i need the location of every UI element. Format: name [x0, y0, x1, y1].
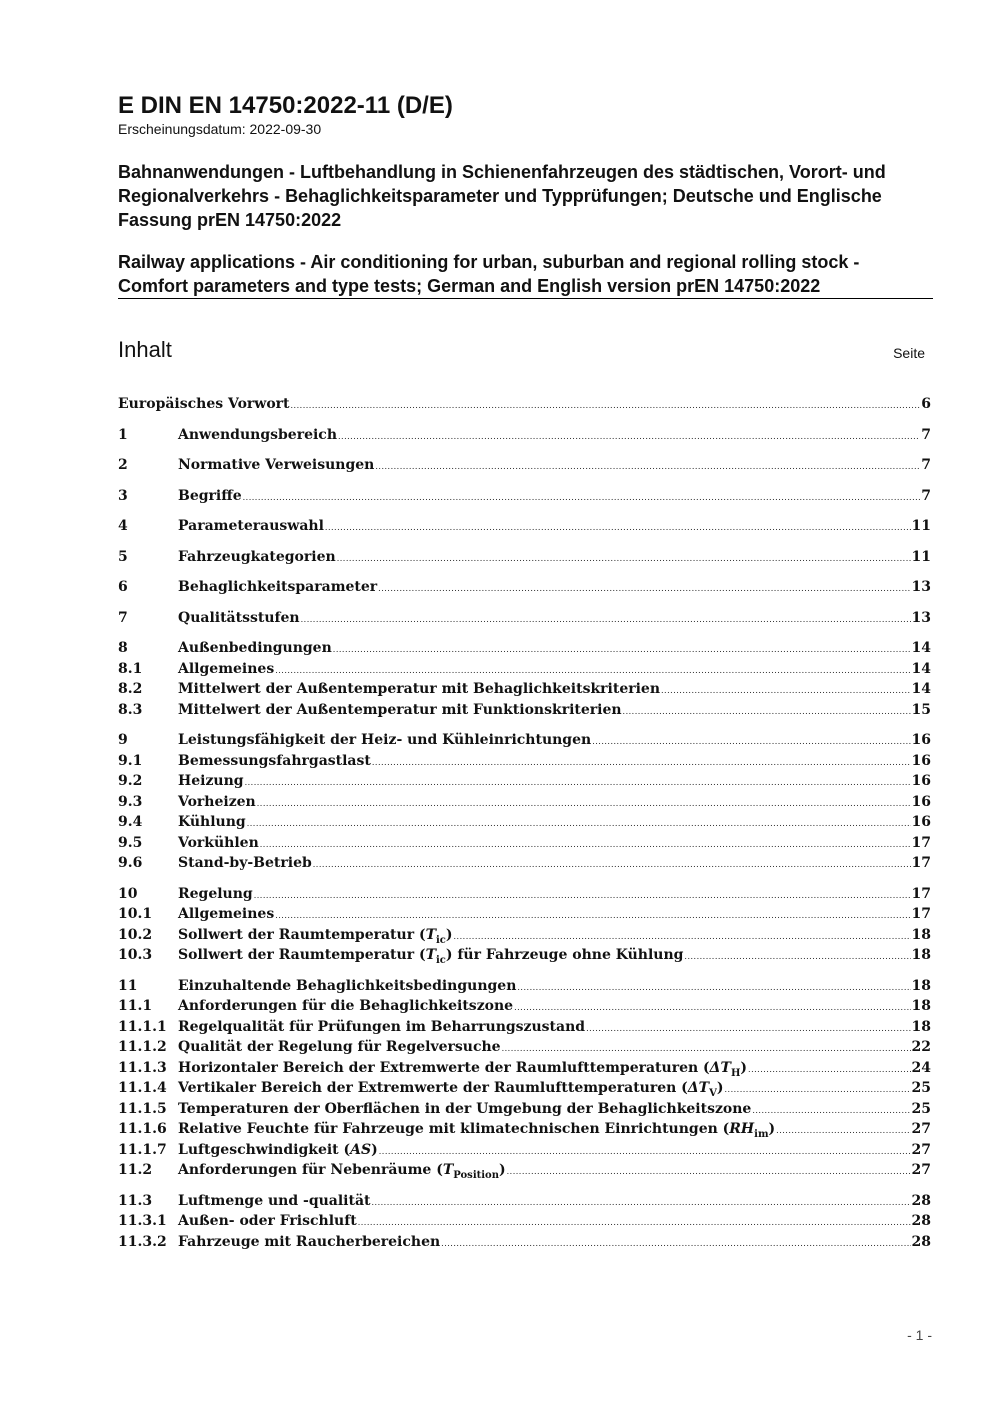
toc-entry-title-tail: ) — [445, 926, 453, 943]
toc-entry-number: 10.3 — [118, 947, 153, 963]
toc-entry-symbol-subscript: ic — [436, 954, 446, 966]
toc-entry[interactable] — [118, 1211, 931, 1232]
toc-entry[interactable] — [118, 455, 931, 476]
toc-entry-number: 8.2 — [118, 681, 143, 697]
toc-entry-number: 10.1 — [118, 906, 153, 922]
toc-entry-title-tail: ) — [371, 1141, 378, 1158]
toc-entry-number: 9 — [118, 732, 128, 748]
toc-entry[interactable] — [118, 792, 931, 813]
toc-entry-number: 8.3 — [118, 701, 143, 718]
toc-entry-title-text: Vorheizen — [178, 793, 256, 810]
toc-entry[interactable] — [118, 700, 931, 721]
toc-dot-leader — [260, 835, 911, 855]
toc-entry-title-text: Regelqualität für Prüfungen im Beharrungszustand — [178, 1018, 586, 1035]
toc-entry-title — [178, 904, 274, 924]
toc-entry-title-text: Bemessungsfahrgastlast — [178, 752, 371, 769]
toc-entry-page: 18 — [911, 977, 931, 994]
toc-entry-title-text: Außenbedingungen — [178, 640, 332, 656]
toc-entry-title-text: Horizontaler Bereich der Extremwerte der Raumlufttemperaturen ( — [178, 1059, 710, 1076]
toc-entry[interactable] — [118, 679, 931, 700]
toc-entry-number: 6 — [118, 579, 128, 595]
toc-entry-title — [178, 812, 246, 832]
toc-entry-page: 14 — [911, 660, 931, 677]
toc-entry-symbol: ΔT — [687, 1080, 710, 1096]
toc-entry-title-text: Vorkühlen — [178, 834, 259, 851]
toc-entry-number: 3 — [118, 487, 128, 504]
toc-entry-title — [178, 1017, 585, 1037]
toc-entry-title-tail: ) für Fahrzeuge ohne Kühlung — [445, 947, 684, 963]
page-number: - 1 - — [907, 1327, 932, 1343]
toc-dot-leader — [441, 1234, 910, 1254]
toc-entry[interactable] — [118, 425, 931, 446]
toc-entry-page: 27 — [911, 1162, 931, 1178]
toc-dot-leader — [748, 1060, 910, 1080]
toc-entry-title-text: Sollwert der Raumtemperatur ( — [178, 926, 426, 943]
toc-dot-leader — [254, 886, 911, 906]
toc-entry-number: 11.1.6 — [118, 1121, 167, 1137]
toc-dot-leader — [245, 773, 911, 793]
toc-entry-number: 2 — [118, 457, 128, 473]
toc-entry-title — [178, 976, 516, 996]
toc-entry-title — [178, 1211, 357, 1231]
toc-entry-title — [178, 945, 683, 971]
toc-entry-title-text: Luftmenge und -qualität — [178, 1192, 371, 1209]
toc-entry-number: 9.3 — [118, 793, 143, 810]
toc-entry[interactable] — [118, 1232, 931, 1253]
toc-entry-number: 5 — [118, 548, 128, 565]
toc-entry[interactable] — [118, 638, 931, 659]
toc-entry-page: 17 — [911, 885, 931, 902]
toc-entry-title — [178, 853, 312, 873]
toc-entry-page: 18 — [911, 947, 931, 963]
toc-entry-number: 4 — [118, 518, 128, 534]
toc-entry-title-text: Normative Verweisungen — [178, 457, 375, 473]
toc-entry-title — [178, 1140, 378, 1160]
toc-entry-title-text: Qualitätsstufen — [178, 609, 300, 626]
toc-entry[interactable] — [118, 751, 931, 772]
toc-dot-leader — [517, 978, 910, 998]
toc-entry[interactable] — [118, 1140, 931, 1161]
toc-entry-title — [178, 1232, 440, 1252]
toc-entry-page: 16 — [911, 793, 931, 810]
toc-entry-page: 16 — [911, 752, 931, 769]
toc-dot-leader — [724, 1080, 910, 1100]
toc-entry-page: 25 — [911, 1080, 931, 1096]
toc-entry[interactable] — [118, 884, 931, 905]
toc-entry-page: 28 — [911, 1213, 931, 1229]
table-of-contents — [118, 394, 931, 1252]
toc-dot-leader — [592, 732, 910, 752]
toc-entry-page: 25 — [911, 1100, 931, 1117]
title-english: Railway applications - Air conditioning for urban, suburban and regional rolling stock - Comfort parameters and type tests; German and English version prEN 14750:2022 — [118, 252, 860, 296]
toc-entry[interactable] — [118, 1037, 931, 1058]
toc-entry-symbol-subscript: V — [709, 1087, 717, 1099]
toc-entry[interactable] — [118, 516, 931, 537]
toc-entry-symbol-subscript: ic — [436, 934, 446, 946]
toc-entry[interactable] — [118, 925, 931, 946]
toc-entry-title-text: Behaglichkeitsparameter — [178, 579, 378, 595]
toc-entry-title-text: Sollwert der Raumtemperatur ( — [178, 947, 426, 963]
toc-dot-leader — [776, 1121, 910, 1141]
toc-entry-number: 9.1 — [118, 752, 143, 769]
toc-entry-number: 11.1 — [118, 998, 153, 1014]
toc-entry-number: 11.1.1 — [118, 1018, 167, 1035]
toc-entry-title-text: Mittelwert der Außentemperatur mit Funktionskriterien — [178, 701, 622, 718]
toc-entry-number: 7 — [118, 609, 128, 626]
toc-dot-leader — [338, 427, 920, 447]
toc-entry-page: 17 — [911, 906, 931, 922]
toc-entry-title-text: Allgemeines — [178, 660, 275, 677]
toc-entry-title-text: Qualität der Regelung für Regelversuche — [178, 1039, 501, 1055]
document-header — [118, 92, 933, 138]
toc-entry-page: 15 — [911, 701, 931, 718]
toc-entry[interactable] — [118, 904, 931, 925]
toc-entry-title — [178, 486, 242, 506]
toc-entry-symbol: T — [425, 947, 436, 963]
toc-entry-number: 11.2 — [118, 1162, 153, 1178]
toc-entry-title — [178, 884, 253, 904]
toc-entry-title-text: Temperaturen der Oberflächen in der Umgebung der Behaglichkeitszone — [178, 1100, 752, 1117]
toc-entry-number: 11.3.2 — [118, 1233, 167, 1250]
toc-entry[interactable] — [118, 577, 931, 598]
toc-entry-symbol-subscript: im — [754, 1128, 769, 1140]
toc-entry-title-text: Anwendungsbereich — [178, 426, 337, 443]
toc-dot-leader — [333, 640, 911, 660]
toc-entry-title — [178, 1191, 371, 1211]
toc-entry-page: 13 — [911, 579, 931, 595]
toc-heading: Inhalt — [118, 337, 172, 362]
toc-entry-number: 11.1.3 — [118, 1059, 167, 1076]
toc-entry[interactable] — [118, 547, 931, 568]
toc-entry-title — [178, 679, 660, 699]
toc-dot-leader — [454, 927, 911, 947]
toc-entry[interactable] — [118, 1099, 931, 1120]
toc-dot-leader — [325, 518, 911, 538]
toc-entry-page: 14 — [911, 640, 931, 656]
toc-dot-leader — [586, 1019, 910, 1039]
toc-entry[interactable] — [118, 608, 931, 629]
toc-entry-title-text: Leistungsfähigkeit der Heiz- und Kühleinrichtungen — [178, 732, 592, 748]
publication-date: Erscheinungsdatum: 2022-09-30 — [118, 121, 322, 137]
toc-dot-leader — [684, 947, 910, 967]
toc-entry-page: 28 — [911, 1233, 931, 1250]
toc-dot-leader — [661, 681, 911, 701]
toc-entry-title — [178, 996, 513, 1016]
toc-entry-symbol: ΔT — [709, 1059, 731, 1076]
toc-entry-number: 9.4 — [118, 814, 143, 830]
document-id: E DIN EN 14750:2022-11 (D/E) — [118, 92, 453, 119]
toc-entry-title — [178, 792, 256, 812]
toc-entry-page: 6 — [921, 396, 931, 412]
toc-entry-page: 27 — [911, 1121, 931, 1137]
toc-entry-title — [178, 608, 300, 628]
toc-entry-title — [178, 547, 336, 567]
toc-entry-title-text: Einzuhaltende Behaglichkeitsbedingungen — [178, 977, 517, 994]
toc-entry-title-text: Kühlung — [178, 814, 246, 830]
toc-entry-title-tail: ) — [716, 1080, 724, 1096]
toc-entry-title — [178, 516, 324, 536]
toc-entry-title — [178, 833, 259, 853]
toc-dot-leader — [507, 1162, 911, 1182]
toc-entry-title — [178, 700, 622, 720]
toc-entry-title — [178, 638, 332, 658]
toc-dot-leader — [243, 488, 921, 508]
toc-entry[interactable] — [118, 659, 931, 680]
toc-entry-page: 14 — [911, 681, 931, 697]
toc-entry[interactable] — [118, 486, 931, 507]
toc-entry-page: 18 — [911, 926, 931, 943]
toc-entry-page: 22 — [911, 1039, 931, 1055]
toc-entry-title — [178, 577, 377, 597]
toc-entry-symbol: RH — [729, 1121, 755, 1137]
toc-entry[interactable] — [118, 1160, 931, 1181]
toc-entry[interactable] — [118, 1058, 931, 1079]
toc-dot-leader — [358, 1213, 911, 1233]
toc-entry-title-text: Stand-by-Betrieb — [178, 855, 312, 871]
toc-entry-number: 9.6 — [118, 855, 143, 871]
toc-entry-title-text: Parameterauswahl — [178, 518, 324, 534]
toc-entry-number: 10.2 — [118, 926, 153, 943]
toc-entry-page: 16 — [911, 732, 931, 748]
toc-entry-title-text: Anforderungen für die Behaglichkeitszone — [178, 998, 514, 1014]
toc-entry-page: 18 — [911, 998, 931, 1014]
toc-entry-page: 11 — [911, 548, 931, 565]
toc-page-column-label: Seite — [893, 345, 925, 361]
toc-entry[interactable] — [118, 1191, 931, 1212]
toc-entry-title-text: Europäisches Vorwort — [118, 396, 290, 412]
toc-entry[interactable] — [118, 812, 931, 833]
toc-entry-page: 16 — [911, 814, 931, 830]
toc-entry-page: 18 — [911, 1018, 931, 1035]
toc-dot-leader — [623, 702, 911, 722]
toc-entry[interactable] — [118, 976, 931, 997]
toc-entry-title-tail: ) — [740, 1059, 748, 1076]
toc-entry-title-text: Begriffe — [178, 487, 242, 504]
toc-entry-symbol-subscript: H — [730, 1067, 741, 1079]
toc-entry[interactable] — [118, 1078, 931, 1099]
toc-entry-title — [178, 455, 374, 475]
toc-entry-title — [178, 425, 337, 445]
toc-entry-symbol-subscript: Position — [453, 1169, 499, 1181]
toc-entry-number: 8.1 — [118, 660, 143, 677]
toc-dot-leader — [301, 610, 911, 630]
toc-entry-symbol: T — [425, 926, 436, 943]
toc-entry[interactable] — [118, 1119, 931, 1140]
toc-dot-leader — [372, 753, 911, 773]
toc-entry[interactable] — [118, 945, 931, 966]
toc-entry-symbol: T — [442, 1162, 454, 1178]
toc-entry-page: 27 — [911, 1141, 931, 1158]
toc-entry-number: 11.3 — [118, 1192, 153, 1209]
toc-dot-leader — [257, 794, 911, 814]
toc-entry-page: 13 — [911, 609, 931, 626]
toc-dot-leader — [337, 549, 911, 569]
toc-entry[interactable] — [118, 730, 931, 751]
toc-entry-symbol: AS — [350, 1141, 372, 1158]
toc-entry-title-text: Relative Feuchte für Fahrzeuge mit klimatechnischen Einrichtungen ( — [178, 1121, 730, 1137]
toc-dot-leader — [752, 1101, 910, 1121]
toc-entry-page: 7 — [921, 457, 931, 473]
toc-entry-page: 7 — [921, 487, 931, 504]
toc-entry-number: 10 — [118, 885, 138, 902]
toc-entry[interactable] — [118, 394, 931, 415]
toc-entry-title — [178, 751, 371, 771]
toc-entry-page: 7 — [921, 426, 931, 443]
toc-dot-leader — [291, 396, 921, 416]
toc-entry-number: 1 — [118, 426, 128, 443]
toc-dot-leader — [502, 1039, 911, 1059]
toc-entry-title — [178, 730, 591, 750]
toc-dot-leader — [275, 661, 910, 681]
toc-entry[interactable] — [118, 833, 931, 854]
toc-entry-title-text: Vertikaler Bereich der Extremwerte der Raumlufttemperaturen ( — [178, 1080, 688, 1096]
title-german: Bahnanwendungen - Luftbehandlung in Schienenfahrzeugen des städtischen, Vorort- und Regionalverkehrs - Behaglichkeitsparameter und Typprüfungen; Deutsche und Englische Fassung prEN 14750:2022 — [118, 162, 886, 230]
toc-entry[interactable] — [118, 771, 931, 792]
toc-dot-leader — [275, 906, 910, 926]
toc-entry-title — [178, 771, 244, 791]
toc-entry-title-text: Fahrzeugkategorien — [178, 548, 336, 565]
toc-entry-title — [178, 1160, 506, 1186]
toc-entry[interactable] — [118, 996, 931, 1017]
toc-entry-title-tail: ) — [768, 1121, 776, 1137]
toc-entry-title-text: Heizung — [178, 773, 244, 789]
toc-entry[interactable] — [118, 1017, 931, 1038]
toc-entry-title-text: Allgemeines — [178, 906, 275, 922]
toc-entry-number: 11 — [118, 977, 138, 994]
toc-entry-title-tail: ) — [498, 1162, 506, 1178]
toc-entry-page: 16 — [911, 773, 931, 789]
toc-entry-title-text: Außen- oder Frischluft — [178, 1213, 357, 1229]
toc-dot-leader — [372, 1193, 911, 1213]
toc-entry-page: 28 — [911, 1192, 931, 1209]
title-divider — [118, 298, 933, 299]
toc-entry-page: 17 — [911, 834, 931, 851]
toc-entry-title — [178, 659, 274, 679]
toc-entry-title — [118, 394, 290, 414]
toc-entry-title-text: Luftgeschwindigkeit ( — [178, 1141, 351, 1158]
toc-entry-title-text: Mittelwert der Außentemperatur mit Behaglichkeitskriterien — [178, 681, 661, 697]
toc-dot-leader — [247, 814, 911, 834]
toc-entry-title — [178, 1099, 751, 1119]
toc-entry-number: 9.5 — [118, 834, 143, 851]
toc-entry-number: 11.1.4 — [118, 1080, 167, 1096]
toc-dot-leader — [313, 855, 911, 875]
toc-entry-title — [178, 1037, 501, 1057]
toc-dot-leader — [378, 579, 910, 599]
toc-entry-number: 11.1.5 — [118, 1100, 167, 1117]
toc-entry-number: 8 — [118, 640, 128, 656]
toc-entry-number: 9.2 — [118, 773, 143, 789]
toc-entry-number: 11.1.2 — [118, 1039, 167, 1055]
toc-entry[interactable] — [118, 853, 931, 874]
toc-entry-title-text: Fahrzeuge mit Raucherbereichen — [178, 1233, 441, 1250]
toc-entry-number: 11.3.1 — [118, 1213, 167, 1229]
toc-dot-leader — [379, 1142, 911, 1162]
toc-entry-page: 24 — [911, 1059, 931, 1076]
toc-dot-leader — [375, 457, 920, 477]
toc-entry-page: 11 — [911, 518, 931, 534]
toc-entry-page: 17 — [911, 855, 931, 871]
toc-entry-number: 11.1.7 — [118, 1141, 167, 1158]
toc-entry-title-text: Anforderungen für Nebenräume ( — [178, 1162, 443, 1178]
toc-entry-title-text: Regelung — [178, 885, 253, 902]
toc-dot-leader — [514, 998, 910, 1018]
